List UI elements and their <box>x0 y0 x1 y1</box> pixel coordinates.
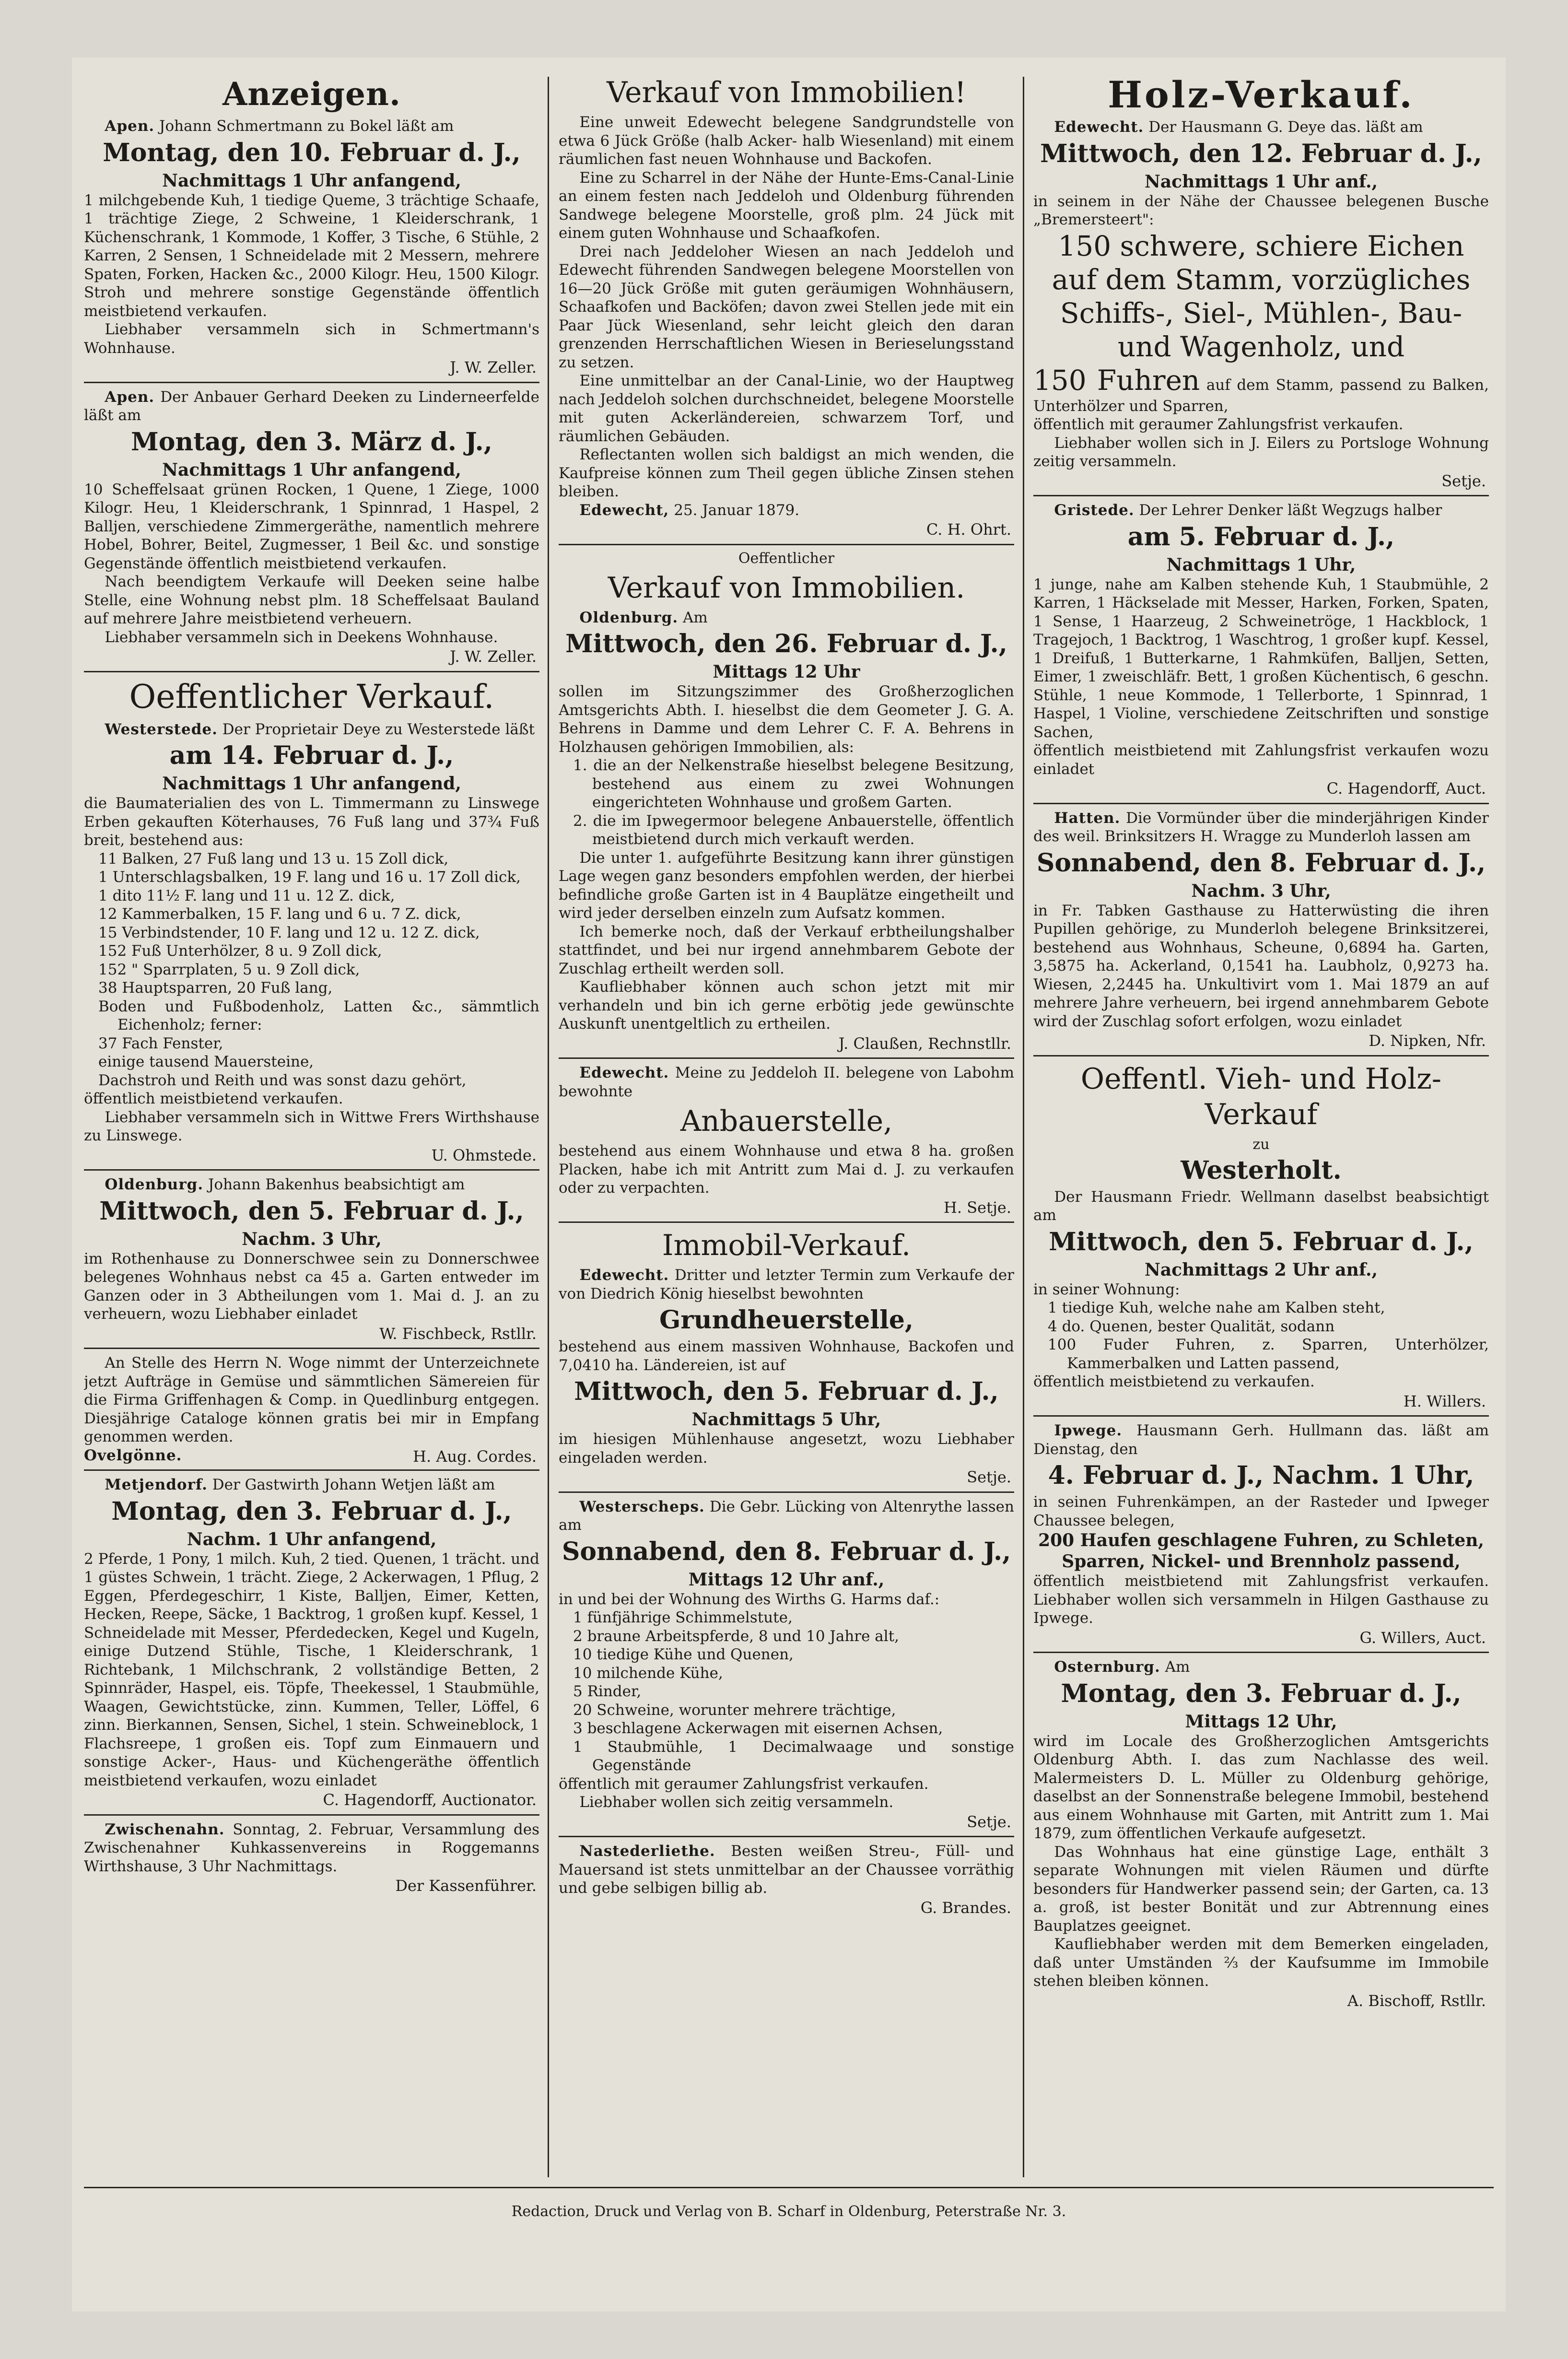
ad-body: wird im Locale des Großherzoglichen Amtsgerichts Oldenburg Abth. I. das zum Nachlasse des weil. Malermeisters D. L. Müller zu Oldenburg gehörige, daselbst an der Sonnenstraße belegene Immobil, bestehend aus einem Wohnhause mit Garten, mit Antritt zum 1. Mai 1879, zum öffentlichen Verkaufe aufgesetzt. <box>1033 1732 1489 1842</box>
column-1 <box>84 72 539 2177</box>
ad-kicker: zu <box>1252 1136 1270 1153</box>
list-item: 37 Fach Fenster, <box>98 1034 223 1052</box>
ad-luecking <box>559 1498 1014 1838</box>
ad-paragraph: Drei nach Jeddeloher Wiesen an nach Jeddeloh und Edewecht führenden Sandwegen belegene Moorstellen von 16—20 Jück Größe mit guten geräumigen Wohnhäusern, Schaafkofen und Backöfen; davon zwei Stellen jede mit ein Paar Jück Wiesenland, sehr leicht gleich den daran grenzenden Herrschaftlichen Wiesen in Berieselungsstand zu setzen. <box>559 243 1014 371</box>
list-item: 11 Balken, 27 Fuß lang und 13 u. 15 Zoll dick, <box>98 850 449 868</box>
list-item: 1. die an der Nelkenstraße hieselbst belegene Besitzung, bestehend aus einem zu zwei Wohnungen eingerichteten Wohnhause und großem Garten. <box>573 757 1014 811</box>
ad-highlight: 200 Haufen geschlagene Fuhren, zu Schleten, Sparren, Nickel- und Brennholz passend, <box>1038 1530 1484 1572</box>
ad-highlight-2: 150 Fuhren <box>1033 364 1200 397</box>
ad-body: 2 Pferde, 1 Pony, 1 milch. Kuh, 2 tied. Quenen, 1 trächt. und 1 güstes Schwein, 1 trächt. Ziege, 2 Ackerwagen, 1 Pflug, 2 Eggen, Pferdegeschirr, 1 Kiste, Balljen, Eimer, Ketten, Hecken, Reepe, Säcke, 1 Backtrog, 1 großen kupf. Kessel, 1 Schneidelade mit Messer, Pferdedecken, Kegel und Kugeln, einige Dutzend Stühle, Tische, 1 Kleiderschrank, 1 Richtebank, 1 Milchschrank, 2 vollständige Betten, 2 Spinnräder, Haspel, eis. Töpfe, Theekessel, 1 Staubmühle, Waagen, Gewichtstücke, zinn. Kummen, Teller, Löffel, 6 zinn. Bierkannen, Sensen, Sichel, 1 stein. Schweineblock, 1 Flachsreepe, 1 großen eis. Topf zum Einmauern und sonstige Acker-, Haus- und Küchengeräthe öffentlich meistbietend verkaufen, wozu einladet <box>84 1550 539 1789</box>
ad-signature: J. Claußen, Rechnstllr. <box>838 1034 1011 1053</box>
ad-title: Anbauerstelle, <box>680 1104 893 1138</box>
ad-closing: Liebhaber wollen sich zeitig versammeln. <box>579 1794 894 1811</box>
ad-signature: H. Willers. <box>1403 1392 1486 1410</box>
ad-holz-verkauf <box>1033 75 1489 496</box>
list-item: 152 " Sparrplaten, 5 u. 9 Zoll dick, <box>98 961 360 978</box>
ad-ohrt-immobilien <box>559 75 1014 545</box>
ad-text: Meine zu Jeddeloh II. belegene von Labohm bewohnte <box>559 1064 1014 1100</box>
ad-headline: Westerholt. <box>1181 1155 1342 1185</box>
ad-place: Apen. <box>105 117 155 135</box>
ad-date: Sonnabend, den 8. Februar d. J., <box>1036 848 1486 878</box>
ad-place: Oldenburg. <box>105 1176 204 1193</box>
ad-signature: Setje. <box>967 1812 1011 1831</box>
ad-closing: öffentlich meistbietend zu verkaufen. <box>1033 1373 1315 1390</box>
ad-time: Nachmittags 1 Uhr anfangend, <box>162 774 461 794</box>
ad-brandes <box>559 1842 1014 1922</box>
ad-title: Oeffentlicher Verkauf. <box>129 678 494 716</box>
ad-mueller-immobil <box>1033 1658 1489 2015</box>
ad-cordes <box>84 1354 539 1471</box>
ad-date: Montag, den 3. März d. J., <box>131 427 492 457</box>
ad-wragge <box>1033 809 1489 1056</box>
ad-place: Hatten. <box>1054 809 1121 827</box>
ad-deye-verkauf <box>84 677 539 1171</box>
ad-date: 4. Februar d. J., Nachm. 1 Uhr, <box>1048 1461 1474 1490</box>
ad-time: Mittags 12 Uhr anf., <box>688 1569 885 1590</box>
ad-signature: Setje. <box>1441 471 1486 490</box>
ad-date: Montag, den 10. Februar d. J., <box>103 138 521 167</box>
ad-closing-1: öffentlich mit geraumer Zahlungsfrist verkaufen. <box>1033 416 1404 433</box>
list-item: 10 tiedige Kühe und Quenen, <box>573 1646 794 1663</box>
ad-place: Edewecht. <box>579 1064 669 1081</box>
ad-date: Mittwoch, den 5. Februar d. J., <box>574 1377 999 1406</box>
ad-paragraph: Kaufliebhaber können auch schon jetzt mit mir verhandeln und bin ich gerne erbötig jede gewünschte Auskunft unentgeltlich zu ertheilen. <box>559 978 1014 1033</box>
ad-highlight-2-detail: auf dem Stamm, passend zu Balken, Unterhölzer und Sparren, <box>1033 376 1489 415</box>
ad-date: Mittwoch, den 5. Februar d. J., <box>99 1196 524 1226</box>
ad-date: Mittwoch, den 26. Februar d. J., <box>565 629 1007 658</box>
imprint-footer: Redaction, Druck und Verlag von B. Scharf in Oldenburg, Peterstraße Nr. 3. <box>511 2203 1066 2220</box>
list-item: 1 tiedige Kuh, welche nahe am Kalben steht, <box>1048 1299 1385 1316</box>
list-item: 152 Fuß Unterhölzer, 8 u. 9 Zoll dick, <box>98 942 382 960</box>
list-item: 38 Hauptsparren, 20 Fuß lang, <box>98 979 333 997</box>
ad-time: Nachmittags 2 Uhr anf., <box>1144 1259 1378 1280</box>
ad-headline: Grundheuerstelle, <box>659 1305 914 1335</box>
ad-title: Oeffentl. Vieh- und Holz-Verkauf <box>1080 1062 1442 1131</box>
ad-text: Johann Bakenhus beabsichtigt am <box>208 1176 465 1193</box>
ad-body-2: Nach beendigtem Verkaufe will Deeken seine halbe Stelle, eine Wohnung nebst plm. 18 Scheffelsaat Bauland auf mehrere Jahre meistbietend verheuern. <box>84 573 539 627</box>
list-item: 2 braune Arbeitspferde, 8 und 10 Jahre alt, <box>573 1627 900 1645</box>
ad-date: Montag, den 3. Februar d. J., <box>1061 1678 1462 1708</box>
ad-time: Nachmittags 1 Uhr anfangend, <box>162 459 461 480</box>
ad-place: Osternburg. <box>1054 1658 1160 1676</box>
list-item: 1 fünfjährige Schimmelstute, <box>573 1609 793 1626</box>
ad-closing: Liebhaber wollen sich in J. Eilers zu Portsloge Wohnung zeitig versammeln. <box>1033 434 1489 470</box>
ad-signature: J. W. Zeller. <box>450 358 537 376</box>
ad-time: Nachm. 1 Uhr anfangend, <box>187 1529 437 1549</box>
ad-signature: H. Setje. <box>944 1198 1011 1217</box>
list-item: Dachstroh und Reith und was sonst dazu gehört, <box>98 1071 467 1089</box>
ad-signature: D. Nipken, Nfr. <box>1369 1032 1486 1050</box>
ad-place: Gristede. <box>1054 502 1135 519</box>
ad-time: Nachmittags 5 Uhr, <box>691 1409 881 1430</box>
ad-signature: J. W. Zeller. <box>450 647 537 666</box>
ad-date: Mittwoch, den 12. Februar d. J., <box>1040 139 1482 168</box>
ad-paragraph: Reflectanten wollen sich baldigst an mich wenden, die Kaufpreise können zum Theil gegen übliche Zinsen stehen bleiben. <box>559 446 1014 500</box>
ad-signature: Der Kassenführer. <box>395 1877 537 1895</box>
ad-text: Der Lehrer Denker läßt Wegzugs halber <box>1139 502 1442 519</box>
list-item: 2. die im Ipwegermoor belegene Anbauerstelle, öffentlich meistbietend durch mich verkauft werden. <box>573 812 1014 848</box>
list-item: 15 Verbindstender, 10 F. lang und 12 u. 12 Z. dick, <box>98 924 480 941</box>
ad-setje-anbauerstelle <box>559 1064 1014 1223</box>
ad-closing: Liebhaber versammeln sich in Wittwe Frers Wirthshause zu Linswege. <box>84 1108 539 1144</box>
ad-place: Oldenburg. <box>579 609 679 626</box>
ad-text: Am <box>1165 1658 1190 1676</box>
ad-date: Mittwoch, den 5. Februar d. J., <box>1049 1227 1474 1256</box>
ad-signature: C. Hagendorff, Auctionator. <box>323 1791 537 1809</box>
ad-text: Dritter und letzter Termin zum Verkaufe der von Diedrich König hieselbst bewohnten <box>559 1267 1014 1303</box>
ad-body: in seinen Fuhrenkämpen, an der Rasteder und Ipweger Chaussee belegen, <box>1033 1493 1489 1529</box>
ad-text: Der Gastwirth Johann Wetjen läßt am <box>212 1476 495 1493</box>
ad-deeken <box>84 388 539 672</box>
ad-body: bestehend aus einem Wohnhause und etwa 8 ha. großen Placken, habe ich mit Antritt zum Mai d. J. zu verkaufen oder zu verpachten. <box>559 1142 1014 1197</box>
ad-body: bestehend aus einem massiven Wohnhause, Backofen und 7,0410 ha. Ländereien, ist auf <box>559 1338 1014 1374</box>
list-item: 1 Staubmühle, 1 Decimalwaage und sonstige Gegenstände <box>573 1738 1014 1774</box>
ad-place: Edewecht. <box>1054 118 1144 136</box>
column-3 <box>1033 72 1489 2177</box>
ad-text: Die Vormünder über die minderjährigen Kinder des weil. Brinksitzers H. Wragge zu Munderloh lassen am <box>1033 809 1489 845</box>
ad-closing: Liebhaber versammeln sich in Schmertmann's Wohnhause. <box>84 321 539 357</box>
ad-text: Der Hausmann G. Deye das. läßt am <box>1148 118 1423 136</box>
ad-text: Der Proprietair Deye zu Westerstede läßt <box>222 720 535 738</box>
ad-bakenhus <box>84 1175 539 1349</box>
ad-date: Sonnabend, den 8. Februar d. J., <box>562 1537 1011 1566</box>
ad-wellmann <box>1033 1061 1489 1417</box>
ad-signature: C. H. Ohrt. <box>926 520 1011 539</box>
ad-wetjen <box>84 1476 539 1816</box>
ad-signature: U. Ohmstede. <box>431 1146 537 1164</box>
ad-intro: in seiner Wohnung: <box>1033 1280 1180 1298</box>
ad-place: Apen. <box>105 388 155 406</box>
ad-text: Am <box>682 609 708 626</box>
ad-immobil-verkauf <box>559 1228 1014 1493</box>
ad-closing: öffentlich meistbietend mit Zahlungsfrist verkaufen. Liebhaber wollen sich versammeln in Hilgen Gasthause zu Ipwege. <box>1033 1573 1489 1627</box>
list-item: einige tausend Mauersteine, <box>98 1053 314 1070</box>
ad-date: 25. Januar 1879. <box>674 501 800 519</box>
ad-denker <box>1033 501 1489 804</box>
newspaper-page <box>72 58 1506 2312</box>
ad-place: Westerstede. <box>105 720 218 738</box>
ad-place: Westerscheps. <box>579 1498 705 1515</box>
ad-body: Besten weißen Streu-, Füll- und Mauersand ist stets unmittelbar an der Chaussee vorräthig und gebe selbigen billig ab. <box>559 1843 1014 1897</box>
ad-text: Hausmann Gerh. Hullmann das. läßt am Dienstag, den <box>1033 1422 1489 1458</box>
list-item: 1 Unterschlagsbalken, 19 F. lang und 16 u. 17 Zoll dick, <box>98 868 521 886</box>
ad-signature: W. Fischbeck, Rstllr. <box>379 1324 537 1343</box>
ad-time: Nachmittags 1 Uhr, <box>1166 554 1356 575</box>
ad-zwischenahn <box>84 1820 539 1900</box>
ad-hullmann <box>1033 1421 1489 1653</box>
ad-signature: G. Willers, Auct. <box>1359 1628 1486 1647</box>
ad-paragraph: Kaufliebhaber werden mit dem Bemerken eingeladen, daß unter Umständen ⅔ der Kaufsumme im Immobile stehen bleiben können. <box>1033 1936 1489 1990</box>
ad-title: Verkauf von Immobilien. <box>608 571 965 605</box>
column-2 <box>559 72 1014 2177</box>
ad-body: im Rothenhause zu Donnerschwee sein zu Donnerschwee belegenes Wohnhaus nebst ca 45 a. Garten entweder im Ganzen oder in 3 Abtheilungen vom 1. Mai d. J. an zu verheuern, wozu Liebhaber einladet <box>84 1250 539 1323</box>
ad-place: Edewecht, <box>579 501 669 519</box>
ad-paragraph: Eine unmittelbar an der Canal-Linie, wo der Hauptweg nach Jeddeloh solchen durchschneidet, belegene Moorstelle mit guten Ackerländereien, schwarzem Torf, und räumlichen Gebäuden. <box>559 372 1014 445</box>
ad-body: 1 junge, nahe am Kalben stehende Kuh, 1 Staubmühle, 2 Karren, 1 Häckselade mit Messer, Harken, Forken, Spaten, 1 Sense, 1 Haarzeug, 2 Schweinetröge, 1 Hackblock, 1 Tragejoch, 1 Backtrog, 1 Waschtrog, 1 großer kupf. Kessel, 1 Dreifuß, 1 Butterkarne, 1 Rahmküfen, Balljen, Setten, Eimer, 1 zweischläfr. Bett, 1 großen Küchentisch, 6 geschn. Stühle, 1 neue Kommode, 1 Tellerborte, 1 Spinnrad, 1 Haspel, 1 Violine, verschiedene Zeitschriften und sonstige Sachen, <box>1033 575 1489 741</box>
ad-signature: C. Hagendorff, Auct. <box>1326 779 1486 798</box>
ad-text: Der Anbauer Gerhard Deeken zu Linderneerfelde läßt am <box>84 388 539 424</box>
ad-text: Der Hausmann Friedr. Wellmann daselbst beabsichtigt am <box>1033 1188 1489 1224</box>
ad-body: Sonntag, 2. Februar, Versammlung des Zwischenahner Kuhkassenvereins in Roggemanns Wirthshause, 3 Uhr Nachmittags. <box>84 1820 539 1875</box>
ad-closing: öffentlich meistbietend mit Zahlungsfrist verkaufen wozu einladet <box>1033 742 1489 778</box>
ad-schmertmann <box>84 117 539 383</box>
ad-body: 10 Scheffelsaat grünen Rocken, 1 Quene, 1 Ziege, 1000 Kilogr. Heu, 1 Kleiderschrank, 1 Spinnrad, 1 Haspel, 2 Balljen, verschiedene Zimmergeräthe, namentlich mehrere Hobel, Bohrer, Beitel, Zugmesser, 1 Beil &c. und sonstige Gegenstände öffentlich meistbietend verkaufen. <box>84 481 539 572</box>
ad-date: Montag, den 3. Februar d. J., <box>111 1496 512 1526</box>
list-item: 4 do. Quenen, bester Qualität, sodann <box>1048 1317 1335 1335</box>
list-item: 3 beschlagene Ackerwagen mit eisernen Achsen, <box>573 1720 943 1737</box>
list-item: Boden und Fußbodenholz, Latten &c., sämmtlich Eichenholz; ferner: <box>98 998 539 1033</box>
ad-body-2: im hiesigen Mühlenhause angesetzt, wozu Liebhaber eingeladen werden. <box>559 1431 1014 1467</box>
ad-paragraph: Die unter 1. aufgeführte Besitzung kann ihrer günstigen Lage wegen ganz besonders empfohlen werden, der hierbei befindliche große Garten ist in 4 Bauplätze eingetheilt und wird jeder derselben einzeln zum Aufsatz kommen. <box>559 849 1014 922</box>
ad-time: Nachm. 3 Uhr, <box>1191 880 1331 901</box>
ad-place: Ovelgönne. <box>84 1446 182 1464</box>
list-item: 10 milchende Kühe, <box>573 1664 723 1682</box>
ad-place: Ipwege. <box>1054 1422 1123 1439</box>
ad-claussen-immobilien <box>559 550 1014 1059</box>
ad-date: am 5. Februar d. J., <box>1127 522 1395 552</box>
ad-place: Zwischenahn. <box>105 1820 225 1838</box>
ad-intro: die Baumaterialien des von L. Timmermann zu Linswege Erben gekauften Köterhauses, 76 Fuß lang und 37¾ Fuß breit, bestehend aus: <box>84 795 539 849</box>
ad-closing: Liebhaber versammeln sich in Deekens Wohnhause. <box>105 628 498 646</box>
ad-highlight: 150 schwere, schiere Eichen auf dem Stamm, vorzügliches Schiffs-, Siel-, Mühlen-, Bau- und Wagenholz, und <box>1052 229 1471 363</box>
ad-signature: Setje. <box>967 1468 1011 1486</box>
ad-title: Immobil-Verkauf. <box>662 1229 911 1262</box>
ad-text: Die Gebr. Lücking von Altenrythe lassen am <box>559 1498 1014 1534</box>
list-item: 20 Schweine, worunter mehrere trächtige, <box>573 1701 896 1719</box>
ad-time: Mittags 12 Uhr, <box>1185 1711 1337 1732</box>
ad-time: Mittags 12 Uhr <box>713 662 860 682</box>
ad-body: in seinem in der Nähe der Chaussee belegenen Busche „Bremersteert": <box>1033 192 1489 228</box>
ad-signature: A. Bischoff, Rstllr. <box>1347 1991 1486 2010</box>
ad-time: Nachm. 3 Uhr, <box>242 1229 382 1249</box>
ad-signature: H. Aug. Cordes. <box>413 1447 537 1466</box>
ad-kicker: Oeffentlicher <box>738 550 835 567</box>
ad-place: Metjendorf. <box>105 1476 208 1493</box>
ad-place: Nastederliethe. <box>579 1843 715 1860</box>
ad-paragraph: Das Wohnhaus hat eine günstige Lage, enthält 3 separate Wohnungen mit vielen Räumen und dürfte besonders für Handwerker passend sein; der Garten, ca. 13 a. groß, ist bester Bonität und zur Abtrennung eines Bauplatzes geeignet. <box>1033 1843 1489 1935</box>
column-rule-2 <box>1023 77 1024 2177</box>
ad-title: Holz-Verkauf. <box>1108 73 1415 116</box>
ad-title: Verkauf von Immobilien! <box>607 76 966 109</box>
section-title: Anzeigen. <box>222 75 401 113</box>
list-item: 100 Fuder Fuhren, z. Sparren, Unterhölzer, Kammerbalken und Latten passend, <box>1048 1336 1489 1372</box>
ad-body: sollen im Sitzungszimmer des Großherzoglichen Amtsgerichts Abth. I. hieselbst die dem Geometer J. G. A. Behrens in Damme und dem Lehrer C. F. A. Behrens in Holzhausen gehörigen Immobilien, als: <box>559 683 1014 756</box>
footer-rule <box>84 2187 1494 2188</box>
ad-paragraph: Eine unweit Edewecht belegene Sandgrundstelle von etwa 6 Jück Größe (halb Acker- halb Wiesenland) mit einem räumlichen fast neuen Wohnhause und Backofen. <box>559 114 1014 168</box>
column-rule-1 <box>548 77 549 2177</box>
ad-body: An Stelle des Herrn N. Woge nimmt der Unterzeichnete jetzt Aufträge in Gemüse und sämmtlichen Sämereien für die Firma Griffenhagen & Comp. in Quedlinburg entgegen. Diesjährige Cataloge können gratis bei mir in Empfang genommen werden. <box>84 1354 539 1445</box>
ad-closing-1: öffentlich meistbietend verkaufen. <box>84 1090 343 1107</box>
ad-place: Edewecht. <box>579 1267 669 1284</box>
ad-body: in Fr. Tabken Gasthause zu Hatterwüsting die ihren Pupillen gehörige, zu Munderloh belegene Brinksitzerei, bestehend aus Wohnhaus, Scheune, 0,6894 ha. Garten, 3,5875 ha. Ackerland, 0,1541 ha. Laubholz, 0,9273 ha. Wiesen, 2,2445 ha. Unkultivirt vom 1. Mai 1879 an auf mehrere Jahre verheuern, bei irgend annehmbarem Gebote wird der Zuschlag sofort erfolgen, wozu einladet <box>1033 902 1489 1030</box>
ad-closing-1: öffentlich mit geraumer Zahlungsfrist verkaufen. <box>559 1775 929 1793</box>
list-item: 1 dito 11½ F. lang und 11 u. 12 Z. dick, <box>98 887 395 904</box>
ad-paragraph: Eine zu Scharrel in der Nähe der Hunte-Ems-Canal-Linie an einem festen nach Jeddeloh und Oldenburg führenden Sandwege belegene Moorstelle, groß plm. 24 Jück mit einem guten Wohnhause und Schaafkofen. <box>559 169 1014 242</box>
ad-body: 1 milchgebende Kuh, 1 tiedige Queme, 3 trächtige Schaafe, 1 trächtige Ziege, 2 Schweine, 1 Kleiderschrank, 1 Küchenschrank, 1 Kommode, 1 Koffer, 3 Tische, 6 Stühle, 2 Karren, 2 Sensen, 1 Schneidelade mit 2 Messern, mehrere Spaten, Forken, Hacken &c., 2000 Kilogr. Heu, 1500 Kilogr. Stroh und mehrere sonstige Gegenstände öffentlich meistbietend verkaufen. <box>84 191 539 320</box>
ad-date: am 14. Februar d. J., <box>169 741 454 770</box>
list-item: 12 Kammerbalken, 15 F. lang und 6 u. 7 Z. dick, <box>98 905 461 923</box>
list-item: 5 Rinder, <box>573 1683 642 1700</box>
ad-time: Nachmittags 1 Uhr anf., <box>1144 171 1378 192</box>
ad-signature: G. Brandes. <box>920 1898 1011 1917</box>
ad-text: Johann Schmertmann zu Bokel läßt am <box>159 117 454 135</box>
ad-paragraph: Ich bemerke noch, daß der Verkauf erbtheilungshalber stattfindet, und bei nur irgend annehmbarem Gebote der Zuschlag ertheilt werden soll. <box>559 923 1014 977</box>
ad-time: Nachmittags 1 Uhr anfangend, <box>162 170 461 191</box>
ad-intro: in und bei der Wohnung des Wirths G. Harms daf.: <box>559 1590 940 1608</box>
